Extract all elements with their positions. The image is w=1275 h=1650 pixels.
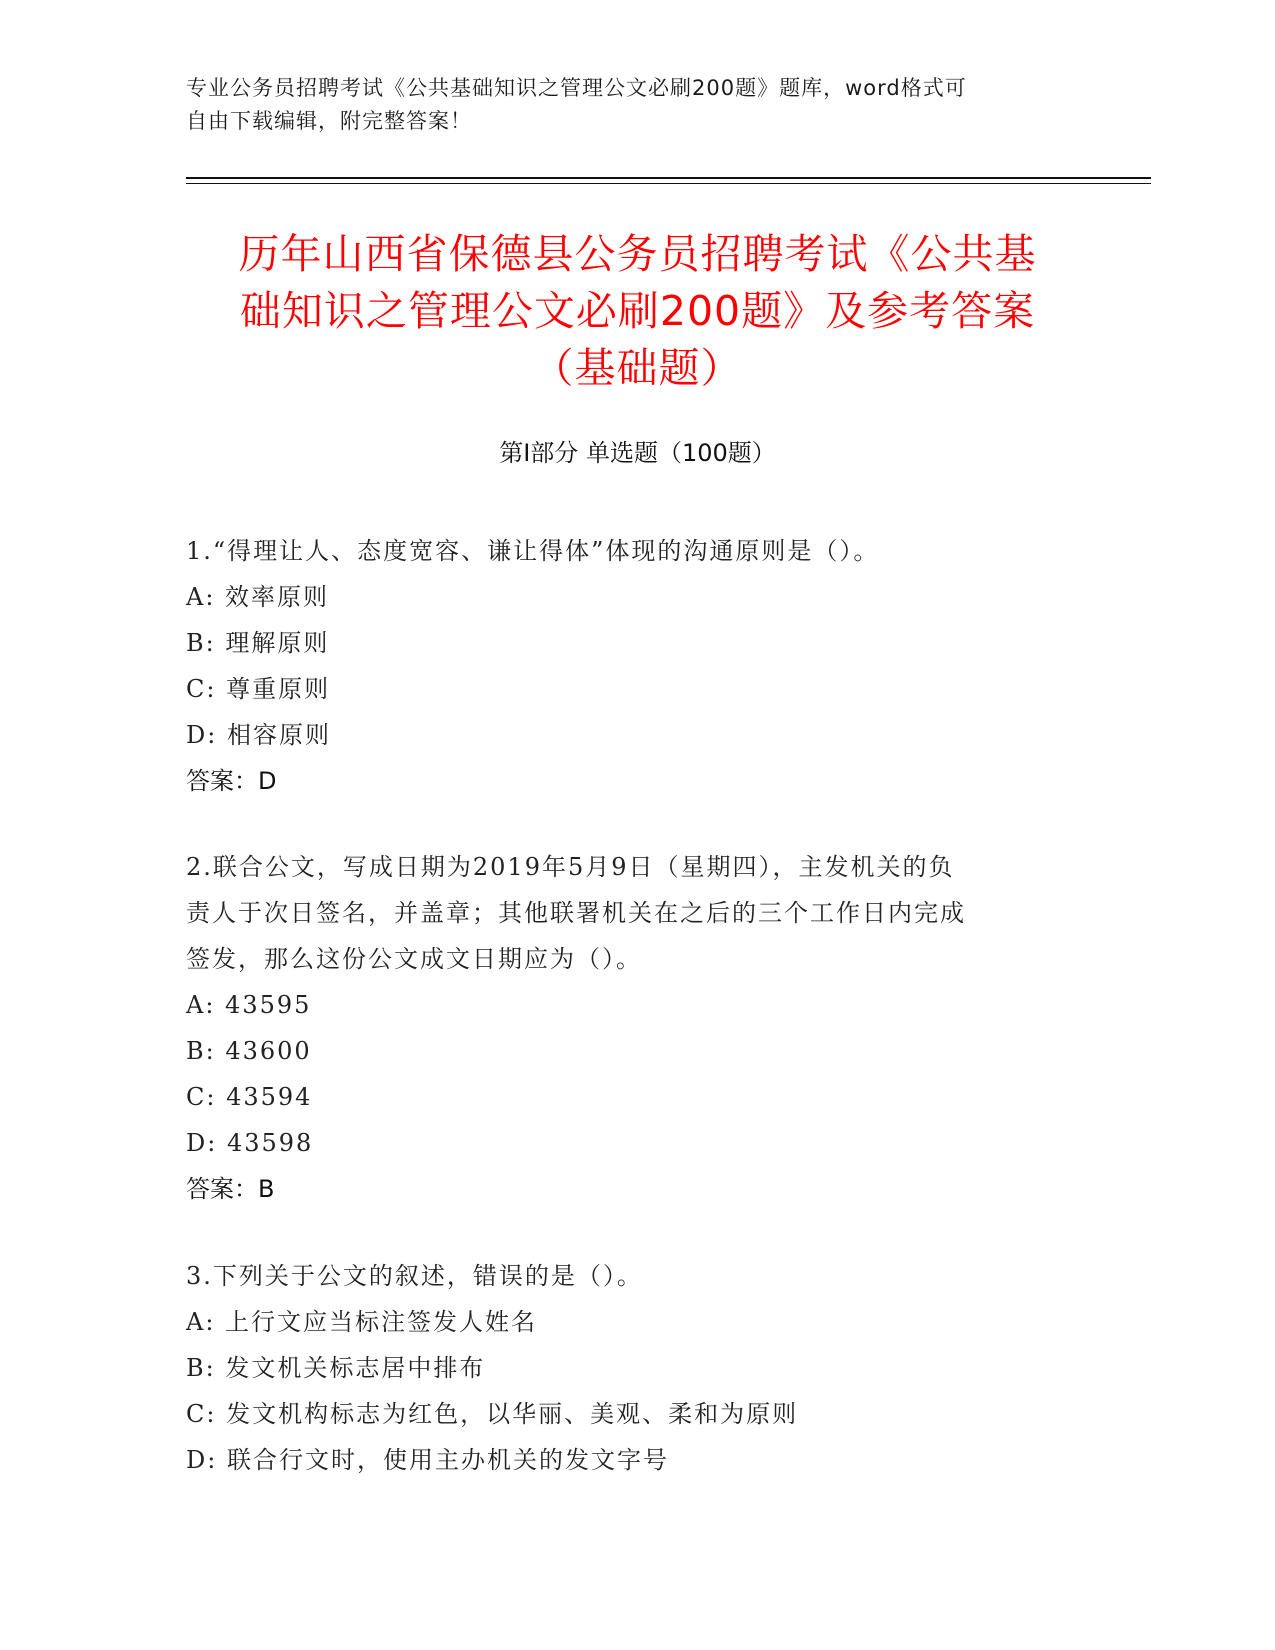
title-line-1: 历年山西省保德县公务员招聘考试《公共基 bbox=[238, 230, 1037, 278]
header-divider-thin bbox=[186, 183, 1151, 184]
question-stem: 1.“得理让人、态度宽容、谦让得体”体现的沟通原则是（）。 bbox=[186, 537, 880, 565]
option-d: D: 43598 bbox=[186, 1129, 314, 1157]
option-d: D: 相容原则 bbox=[186, 721, 331, 749]
header-note-line-2: 自由下载编辑，附完整答案！ bbox=[186, 109, 472, 133]
option-b: B: 理解原则 bbox=[186, 629, 330, 657]
question-2 bbox=[186, 844, 966, 1212]
option-d: D: 联合行文时，使用主办机关的发文字号 bbox=[186, 1446, 669, 1474]
title-line-3: （基础题） bbox=[532, 344, 743, 392]
answer: 答案：B bbox=[186, 1175, 275, 1203]
option-a: A: 上行文应当标注签发人姓名 bbox=[186, 1308, 538, 1336]
option-a: A: 效率原则 bbox=[186, 583, 330, 611]
header-note bbox=[186, 72, 1066, 138]
option-c: C: 发文机构标志为红色，以华丽、美观、柔和为原则 bbox=[186, 1400, 799, 1428]
question-stem-line-2: 责人于次日签名，并盖章；其他联署机关在之后的三个工作日内完成 bbox=[186, 899, 966, 927]
option-a: A: 43595 bbox=[186, 991, 312, 1019]
question-3 bbox=[186, 1253, 798, 1483]
question-1 bbox=[186, 528, 879, 804]
section-heading: 第Ⅰ部分 单选题（100题） bbox=[499, 439, 776, 467]
option-b: B: 发文机关标志居中排布 bbox=[186, 1354, 486, 1382]
title-line-2: 础知识之管理公文必刷200题》及参考答案 bbox=[239, 287, 1036, 335]
header-divider-thick bbox=[186, 177, 1151, 179]
header-note-line-1: 专业公务员招聘考试《公共基础知识之管理公文必刷200题》题库，word格式可 bbox=[186, 76, 967, 100]
option-b: B: 43600 bbox=[186, 1037, 312, 1065]
option-c: C: 尊重原则 bbox=[186, 675, 331, 703]
question-stem: 3.下列关于公文的叙述，错误的是（）。 bbox=[186, 1262, 643, 1290]
option-c: C: 43594 bbox=[186, 1083, 313, 1111]
document-title bbox=[150, 226, 1125, 397]
question-stem-line-1: 2.联合公文，写成日期为2019年5月9日（星期四），主发机关的负 bbox=[186, 853, 955, 881]
question-stem-line-3: 签发，那么这份公文成文日期应为（）。 bbox=[186, 945, 642, 973]
answer: 答案：D bbox=[186, 767, 277, 795]
